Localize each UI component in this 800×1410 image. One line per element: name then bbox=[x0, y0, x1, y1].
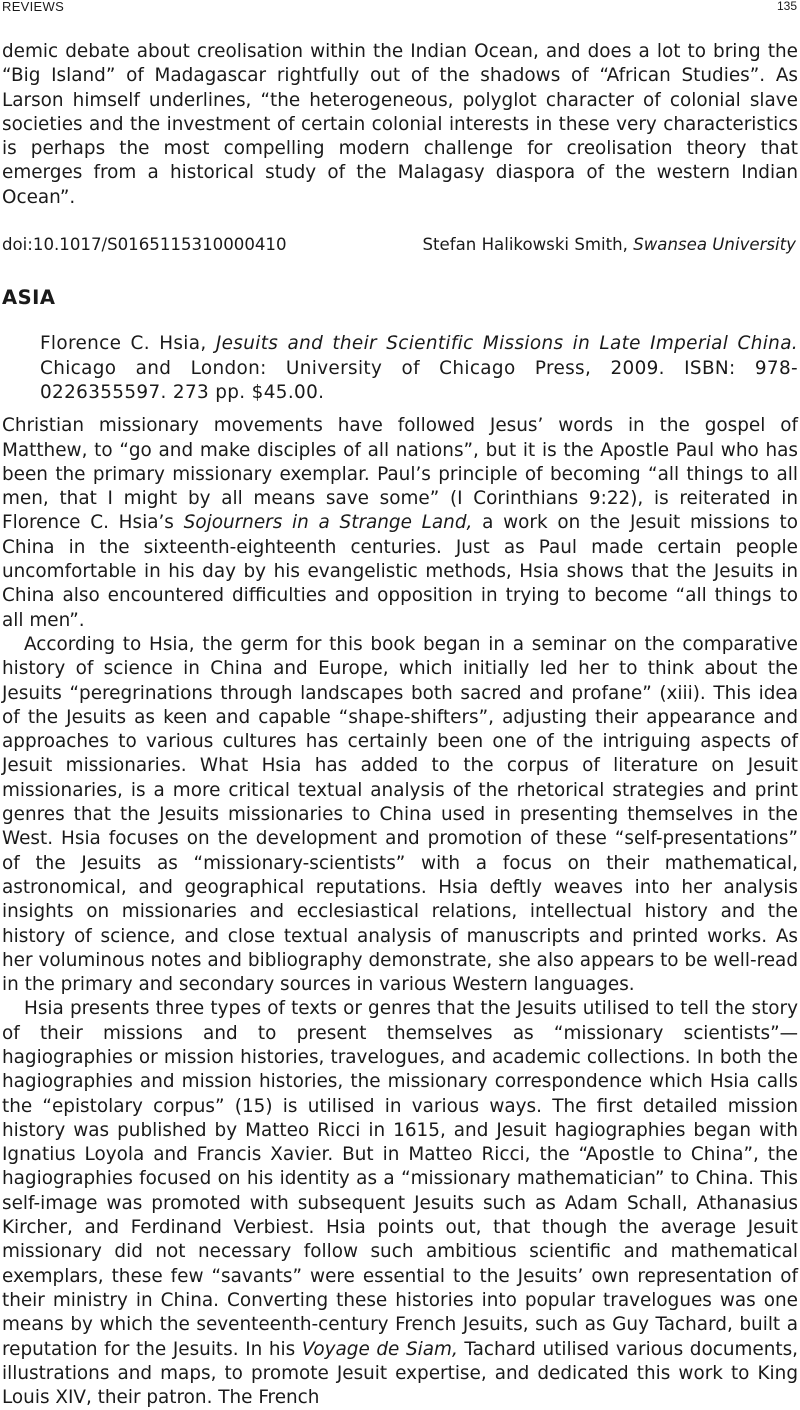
book-publication: Chicago and London: University of Chicago Press, 2009. ISBN: 978-0226355597. 273 pp. $45.00. bbox=[40, 357, 798, 403]
review-p3-text-b: Tachard utilised various documents, illustrations and maps, to promote Jesuit expertise, and dedicated this work to King Louis XIV, their patron. The French bbox=[2, 1338, 798, 1409]
page-body bbox=[2, 40, 798, 1410]
book-title: Jesuits and their Scientific Missions in Late Imperial China. bbox=[215, 333, 799, 355]
page-number: 135 bbox=[776, 0, 797, 13]
review-paragraph-3 bbox=[2, 997, 798, 1410]
running-header bbox=[0, 0, 800, 16]
reviewer-credit bbox=[423, 233, 796, 257]
review-p3-text-a: Hsia presents three types of texts or genres that the Jesuits utilised to tell the story of their missions and to present themselves as “missionary scientists”—hagiographies or mission histories, travelogues, and academic collections. In both the hagiographies and mission histories, the missionary correspondence which Hsia calls the “epistolary corpus” (15) is utilised in various ways. The first detailed mission history was published by Matteo Ricci in 1615, and Jesuit hagiographies began with Ignatius Loyola and Francis Xavier. But in Matteo Ricci, the “Apostle to China”, the hagiographies focused on his identity as a “missionary mathematician” to China. This self-image was promoted with subsequent Jesuits such as Adam Schall, Athanasius Kircher, and Ferdinand Verbiest. Hsia points out, that though the average Jesuit missionary did not necessary follow such ambitious scientific and mathematical exemplars, these few “savants” were essential to the Jesuits’ own representation of their ministry in China. Converting these histories into popular travelogues was one means by which the seventeenth-century French Jesuits, such as Guy Tachard, built a reputation for the Jesuits. In his bbox=[2, 998, 798, 1360]
reviewer-name: Stefan Halikowski Smith, bbox=[422, 235, 634, 255]
review-paragraph-2: According to Hsia, the germ for this book began in a seminar on the comparative history of science in China and Europe, which initially led her to think about the Jesuits “peregrinations through landscapes both sacred and profane” (xiii). This idea of the Jesuits as keen and capable “shape-shifters”, adjusting their appearance and approaches to various cultures has certainly been one of the intriguing aspects of Jesuit missionaries. What Hsia has added to the corpus of literature on Jesuit missionaries, is a more critical textual analysis of the rhetorical strategies and print genres that the Jesuits missionaries to China used in presenting themselves in the West. Hsia focuses on the development and promotion of these “self-presentations” of the Jesuits as “missionary-scientists” with a focus on their mathematical, astronomical, and geographical reputations. Hsia deftly weaves into her analysis insights on missionaries and ecclesiastical relations, intellectual history and the history of science, and close textual analysis of manuscripts and printed works. As her voluminous notes and bibliography demonstrate, she also appears to be well-read in the primary and secondary sources in various Western languages. bbox=[2, 633, 798, 996]
previous-review-paragraph: demic debate about creolisation within the Indian Ocean, and does a lot to bring the “Big Island” of Madagascar rightfully out of the shadows of “African Studies”. As Larson himself underlines, “the heterogeneous, polyglot character of colonial slave societies and the investment of certain colonial interests in these very characteristics is perhaps the most compelling modern challenge for creolisation theory that emerges from a historical study of the Malagasy diaspora of the western Indian Ocean”. bbox=[2, 41, 798, 208]
review-p1-text-b: a work on the Jesuit missions to China in the sixteenth-eighteenth centuries. Just as Paul made certain people uncomfortable in his day by his evangelistic methods, Hsia shows that the Jesuits in China also encountered difficulties and opposition in trying to become “all things to all men”. bbox=[2, 512, 799, 631]
running-head: REVIEWS bbox=[2, 0, 65, 14]
book-citation bbox=[40, 332, 798, 405]
review-signature-line bbox=[2, 233, 798, 257]
doi-link[interactable]: doi:10.1017/S0165115310000410 bbox=[2, 235, 287, 255]
review-p1-title: Sojourners in a Strange Land, bbox=[183, 512, 473, 534]
review-p3-title: Voyage de Siam, bbox=[301, 1338, 458, 1360]
book-author: Florence C. Hsia, bbox=[40, 333, 216, 355]
reviewer-affiliation: Swansea University bbox=[633, 235, 796, 255]
review-p1-text-a: Christian missionary movements have followed Jesus’ words in the gospel of Matthew, to “go and make disciples of all nations”, but it is the Apostle Paul who has been the primary missionary exemplar. Paul’s principle of becoming “all things to all men, that I might by all means save some” (I Corinthians 9:22), is reiterated in Florence C. Hsia’s bbox=[2, 415, 798, 534]
review-paragraph-1 bbox=[2, 414, 798, 633]
section-heading: ASIA bbox=[2, 286, 56, 310]
